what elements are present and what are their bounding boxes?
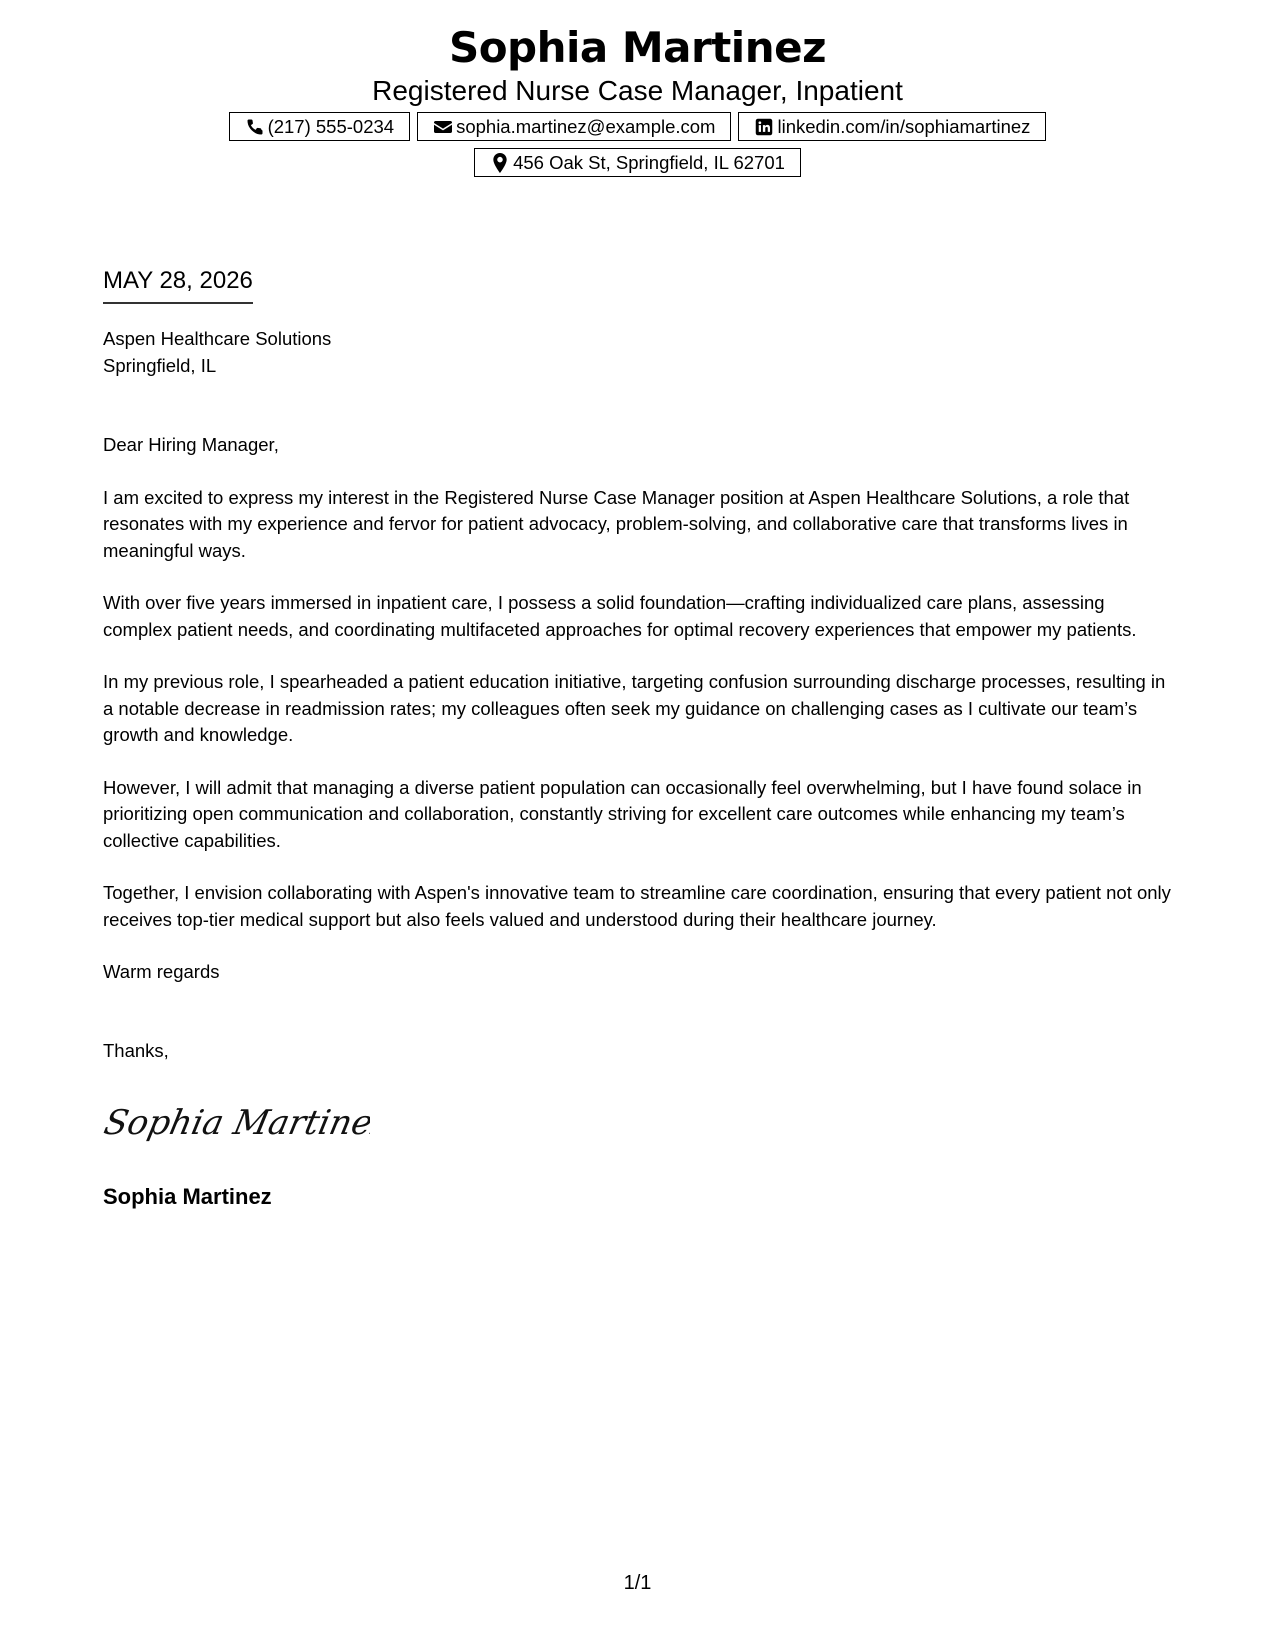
signer-name: Sophia Martinez [103,1184,272,1209]
body-paragraph: With over five years immersed in inpatient care, I possess a solid foundation—crafting individualized care plans, assessing complex patient needs, and coordinating multifaceted approaches for optimal recovery experiences that empower my patients. [103,592,1137,640]
body-paragraph: I am excited to express my interest in the Registered Nurse Case Manager position at Aspen Healthcare Solutions, a role that resonates with my experience and fervor for patient advocacy, problem-solving, and collaborative care that transforms lives in meaningful ways. [103,486,1130,561]
closing: Thanks, [103,1040,169,1061]
linkedin-icon [754,117,774,137]
recipient-block [103,325,331,379]
contact-row [0,112,1275,141]
body-paragraph: However, I will admit that managing a diverse patient population can occasionally feel overwhelming, but I have found solace in prioritizing open communication and collaboration, constantly striving for excellent care outcomes while enhancing my team’s collective capabilities. [103,776,1142,851]
salutation: Dear Hiring Manager, [103,434,279,455]
phone-icon [245,117,265,137]
contact-row-address [0,148,1275,177]
address-text: 456 Oak St, Springfield, IL 62701 [513,151,785,173]
letter-body [103,432,1178,1012]
recipient-location: Springfield, IL [103,355,217,376]
sign-off: Warm regards [103,961,220,982]
email-text[interactable]: sophia.martinez@example.com [456,115,716,137]
phone-text: (217) 555-0234 [267,115,395,137]
recipient-company: Aspen Healthcare Solutions [103,328,332,349]
body-paragraph: In my previous role, I spearheaded a patient education initiative, targeting confusion surrounding discharge processes, resulting in a notable decrease in readmission rates; my colleagues often seek my guidance on challenging cases as I cultivate our team’s growth and knowledge. [103,671,1166,745]
address-contact [474,148,801,177]
letter-header [0,22,1275,177]
signature-glyphs: Sophia Martinez [100,1103,370,1143]
applicant-name: Sophia Martinez [448,23,827,72]
phone-contact [229,112,411,141]
handwritten-signature [100,1098,370,1148]
body-paragraph: Together, I envision collaborating with Aspen's innovative team to streamline care coordination, ensuring that every patient not only receives top-tier medical support but also feels valued and understood during their healthcare journey. [103,882,1171,930]
letter-date: MAY 28, 2026 [103,266,253,304]
envelope-icon [433,117,453,137]
linkedin-contact[interactable] [738,112,1046,141]
page-number: 1/1 [623,1572,652,1594]
linkedin-text[interactable]: linkedin.com/in/sophiamartinez [777,115,1031,137]
map-pin-icon [490,153,510,173]
applicant-job-title: Registered Nurse Case Manager, Inpatient [372,75,903,106]
email-contact[interactable] [417,112,731,141]
